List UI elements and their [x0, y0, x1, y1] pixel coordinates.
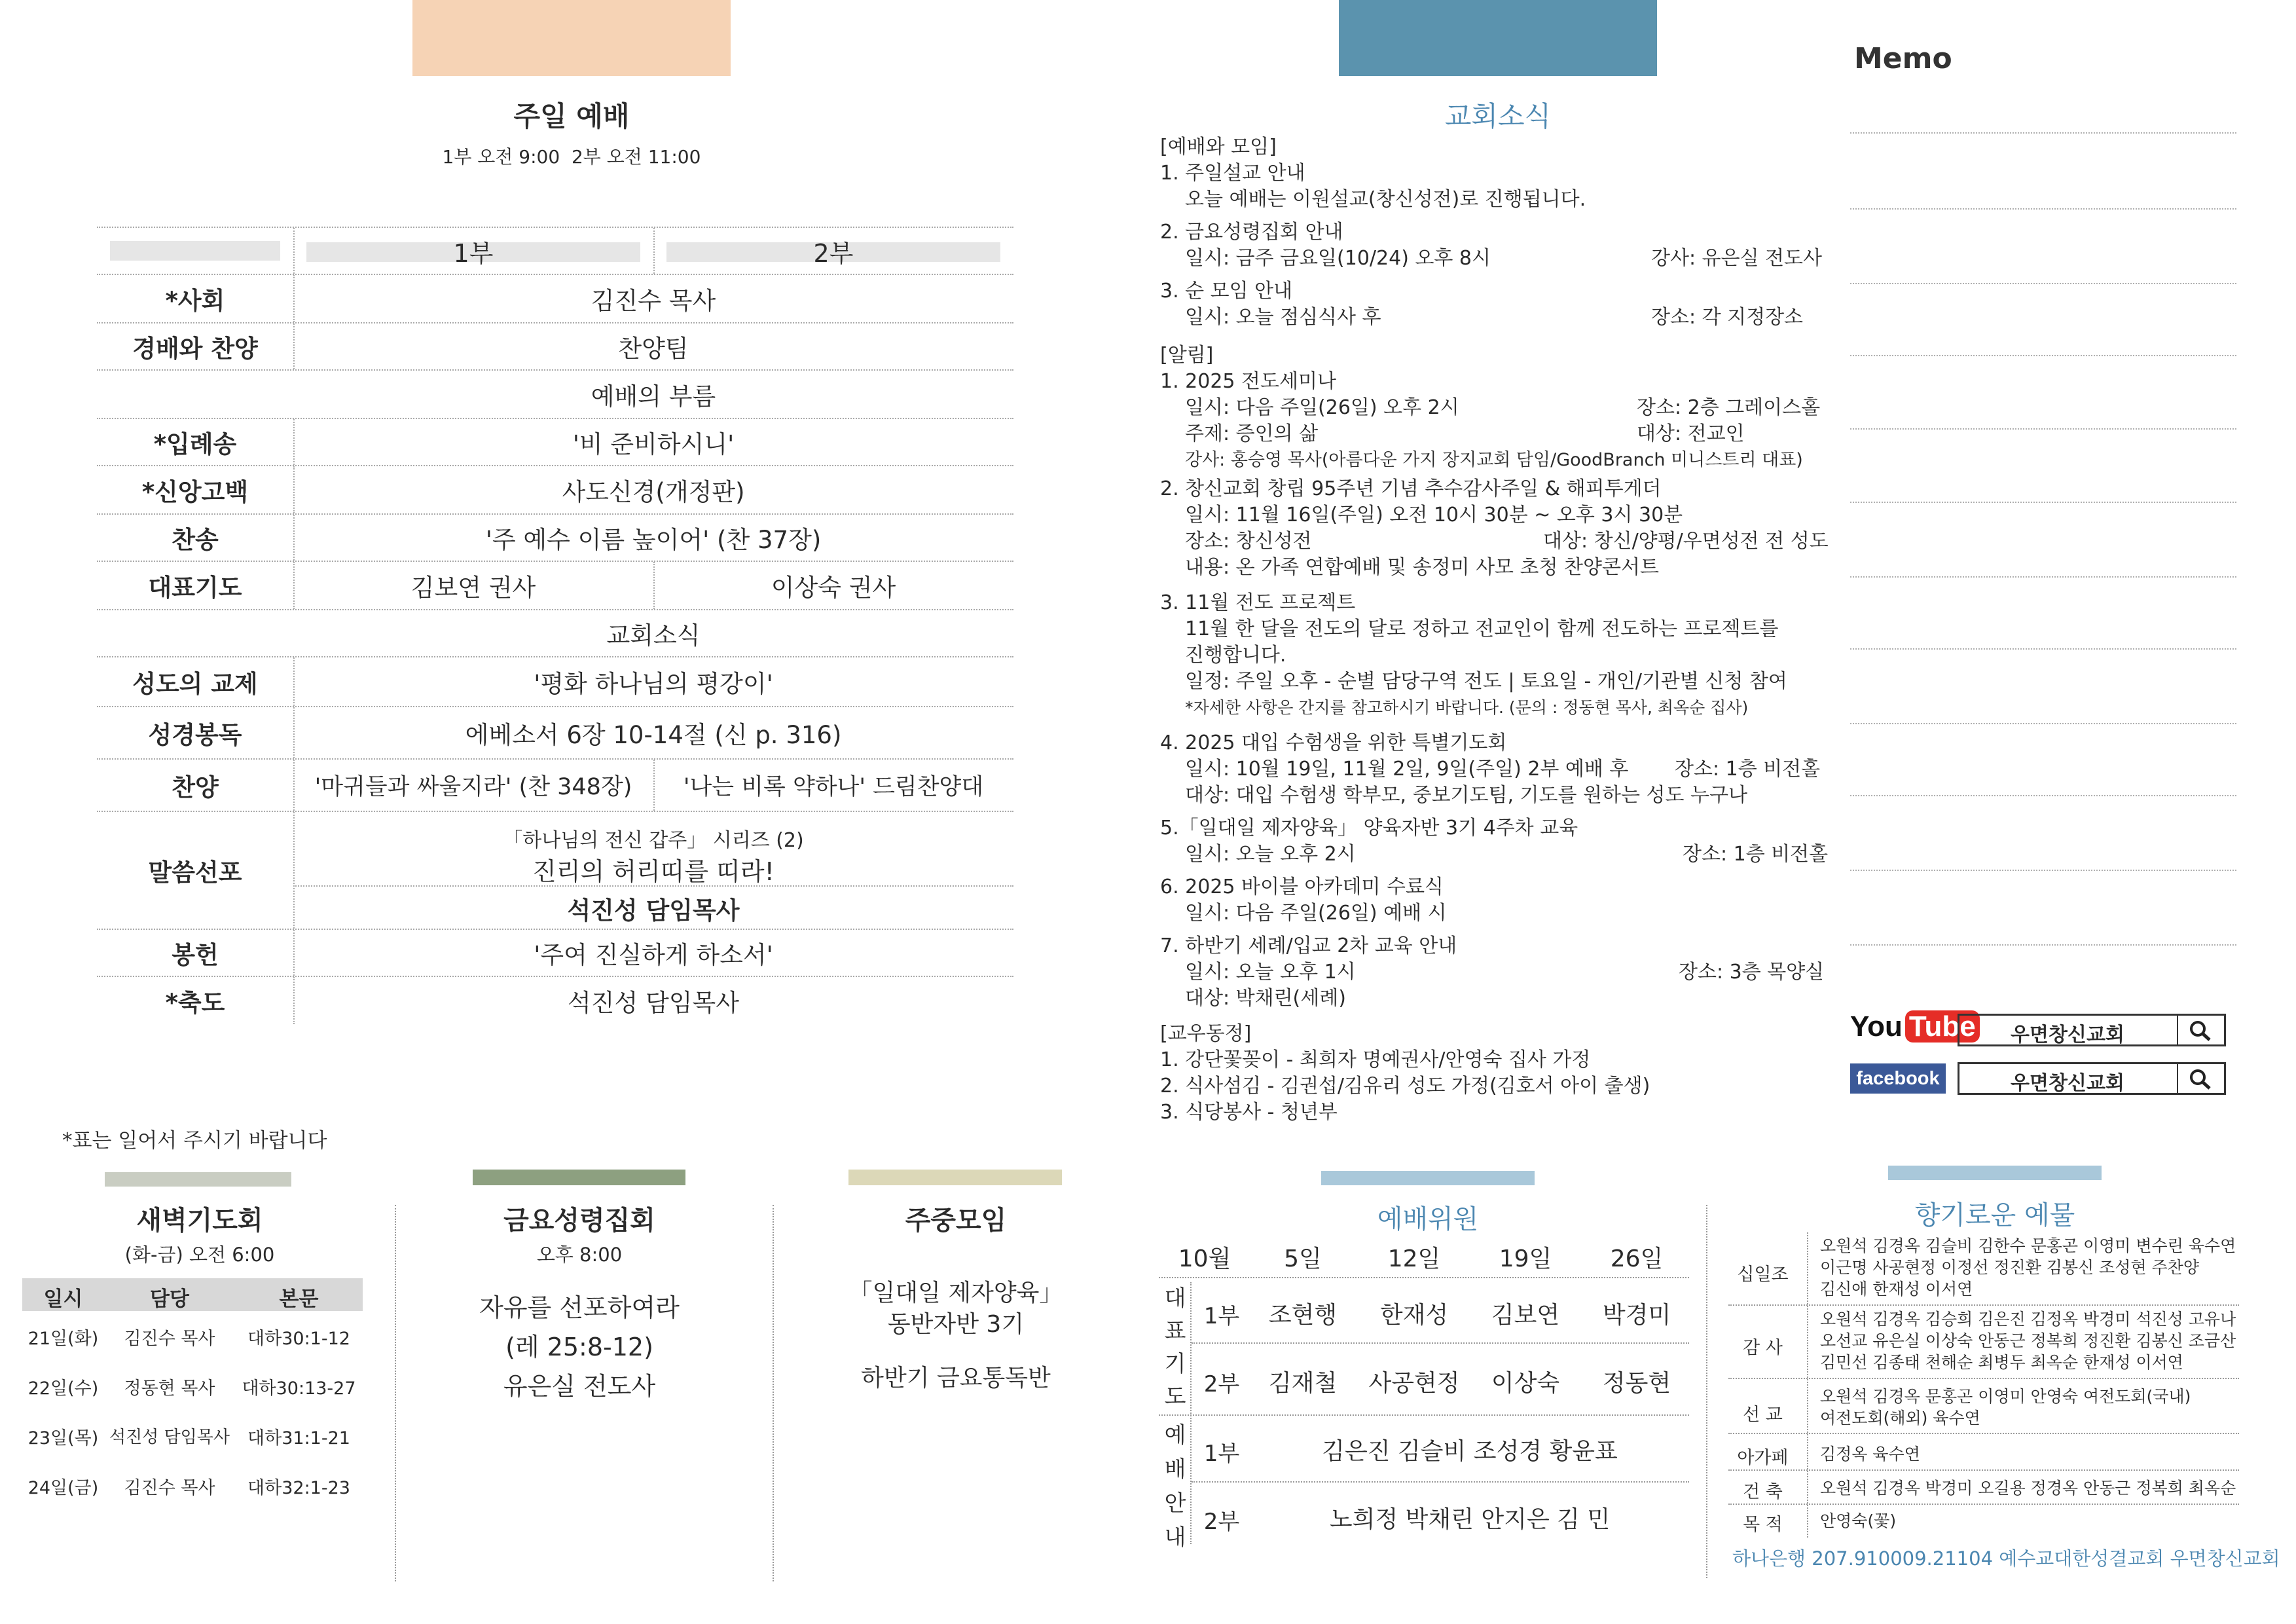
service-day: 12일	[1387, 1246, 1441, 1272]
midweek-line: 동반자반 3기	[887, 1311, 1025, 1338]
news-item-text: 장소: 2층 그레이스홀	[1637, 396, 1821, 419]
prayer-name: 김재철	[1268, 1370, 1338, 1397]
dawn-date: 23일(목)	[27, 1428, 99, 1449]
offering-names-line: 오원석 김경옥 박경미 오길용 정경옥 안동근 정복희 최옥순	[1820, 1479, 2236, 1498]
news-color-band	[1339, 0, 1657, 76]
news-item-text: 일시: 다음 주일(26일) 예배 시	[1185, 902, 1447, 925]
friday-line: (레 25:8-12)	[505, 1333, 653, 1361]
prayer-name: 박경미	[1602, 1302, 1671, 1329]
order-label: *입례송	[153, 430, 237, 458]
order-value: 사도신경(개정판)	[562, 478, 745, 506]
sermon-title: 진리의 허리띠를 띠라!	[532, 857, 774, 886]
order-value: 교회소식	[606, 621, 701, 650]
order-value: 에베소서 6장 10-14절 (신 p. 316)	[465, 721, 842, 749]
service-part2: 2부	[1203, 1509, 1240, 1535]
offering-label: 십일조	[1737, 1264, 1789, 1285]
dawn-date: 21일(화)	[27, 1329, 99, 1349]
search-icon[interactable]	[2189, 1068, 2212, 1090]
news-item-text: 장소: 1층 비전홀	[1675, 758, 1821, 781]
dawn-text: 대하30:13-27	[242, 1378, 356, 1399]
news-item-title: 3. 순 모임 안내	[1160, 280, 1293, 303]
offering-names-line: 이근명 사공현정 이정선 정진환 김봉신 조성현 주찬양	[1820, 1258, 2199, 1277]
news-item-text: 일시: 오늘 점심식사 후	[1185, 306, 1381, 329]
news-item-text: 내용: 온 가족 연합예배 및 송정미 사모 초청 찬양콘서트	[1185, 556, 1659, 579]
prayer-label-char: 표	[1164, 1318, 1186, 1344]
midweek-line: 「일대일 제자양육」	[848, 1280, 1063, 1306]
news-item-text: 장소: 1층 비전홀	[1683, 843, 1829, 866]
facebook-search-text: 우면창신교회	[2011, 1072, 2124, 1095]
order-header-part2	[653, 228, 1013, 274]
offering-names	[1820, 1510, 2239, 1532]
dawn-header-leader: 담당	[150, 1287, 189, 1311]
news-item-title: 5.「일대일 제자양육」 양육자반 3기 4주차 교육	[1160, 817, 1578, 840]
order-value: '주 예수 이름 높이어' (찬 37장)	[485, 526, 822, 554]
offering-label: 감 사	[1743, 1338, 1783, 1358]
offering-color-band	[1888, 1166, 2102, 1180]
news-item-text: 2. 식사섬김 - 김권섭/김유리 성도 가정(김호서 아이 출생)	[1160, 1075, 1650, 1098]
news-item-text: 대상: 대입 수험생 학부모, 중보기도팀, 기도를 원하는 성도 누구나	[1185, 784, 1747, 807]
news-section: [교우동정]	[1160, 1022, 1252, 1045]
order-header-part1	[293, 228, 653, 274]
friday-line: 자유를 선포하여라	[479, 1293, 680, 1322]
memo-line	[1850, 795, 2236, 796]
facebook-search-box[interactable]	[1958, 1062, 2226, 1095]
order-label: 성경봉독	[148, 721, 242, 749]
service-month: 10월	[1178, 1246, 1231, 1272]
news-item-text: 3. 식당봉사 - 청년부	[1160, 1101, 1338, 1124]
order-value: 찬양팀	[618, 335, 689, 363]
usher-names: 김은진 김슬비 조성경 황윤표	[1322, 1438, 1618, 1465]
dawn-leader: 김진수 목사	[124, 1329, 215, 1349]
memo-line	[1850, 283, 2236, 284]
news-item-text: 일시: 오늘 오후 1시	[1185, 961, 1356, 984]
order-value-part1: 김보연 권사	[410, 574, 536, 602]
prayer-name: 이상숙	[1491, 1370, 1560, 1397]
prayer-name: 정동현	[1602, 1370, 1671, 1397]
news-item-text: *자세한 사항은 간지를 참고하시기 바랍니다. (문의 : 정동현 목사, 최옥순 집사)	[1185, 698, 1749, 717]
order-label: *축도	[165, 989, 225, 1017]
memo-line	[1850, 502, 2236, 503]
offering-label: 선 교	[1743, 1405, 1783, 1425]
news-item-title: 2. 금요성령집회 안내	[1160, 221, 1343, 244]
news-item-text: 장소: 3층 목양실	[1679, 961, 1825, 984]
order-header-row	[97, 227, 1013, 275]
news-item-text: 주제: 증인의 삶	[1185, 422, 1319, 445]
news-item-text: 오늘 예배는 이원설교(창신성전)로 진행됩니다.	[1185, 188, 1586, 211]
memo-line	[1850, 355, 2236, 356]
order-value-part2: 이상숙 권사	[771, 574, 896, 602]
news-item-title: 6. 2025 바이블 아카데미 수료식	[1160, 876, 1444, 898]
memo-line	[1850, 208, 2236, 210]
divider	[395, 1205, 396, 1581]
offering-names-line: 오선교 유은실 이상숙 안동근 정복희 정진환 김봉신 조금산	[1820, 1331, 2236, 1350]
friday-time: 오후 8:00	[536, 1244, 623, 1266]
prayer-name: 한재성	[1379, 1302, 1449, 1329]
divider	[773, 1205, 774, 1581]
news-item-text: 강사: 홍승영 목사(아름다운 가지 장지교회 담임/GoodBranch 미니스트리 대표)	[1185, 450, 1803, 470]
order-row	[97, 707, 1013, 760]
sunday-title: 주일 예배	[513, 100, 630, 132]
news-item-text: 11월 한 달을 전도의 달로 정하고 전교인이 함께 전도하는 프로젝트를	[1185, 618, 1779, 640]
memo-line	[1850, 648, 2236, 650]
youtube-search-box[interactable]	[1958, 1014, 2226, 1046]
prayer-name: 사공현정	[1368, 1370, 1460, 1397]
order-value: 김진수 목사	[591, 287, 716, 315]
dawn-header-date: 일시	[43, 1287, 83, 1311]
offering-names	[1820, 1386, 2239, 1429]
youtube-logo-you: You	[1850, 1010, 1903, 1043]
facebook-logo[interactable]: facebook	[1850, 1063, 1946, 1094]
dawn-date: 22일(수)	[27, 1378, 99, 1399]
prayer-name: 김보연	[1491, 1302, 1560, 1329]
news-item-text: 일정: 주일 오후 - 순별 담당구역 전도 | 토요일 - 개인/기관별 신청 참여	[1185, 670, 1787, 693]
standing-note: *표는 일어서 주시기 바랍니다	[62, 1129, 327, 1153]
offering-names-line: 김정옥 육수연	[1820, 1445, 1920, 1464]
news-section: [예배와 모임]	[1160, 136, 1277, 158]
news-item-text: 강사: 유은실 전도사	[1651, 247, 1823, 270]
offering-label: 건 축	[1743, 1482, 1783, 1502]
order-value: '주여 진실하게 하소서'	[534, 941, 773, 969]
dawn-color-band	[105, 1172, 291, 1187]
service-part1: 1부	[1203, 1303, 1240, 1329]
youtube-logo-tube: Tube	[1905, 1010, 1980, 1043]
prayer-label-char: 기	[1164, 1351, 1186, 1377]
news-item-title: 1. 2025 전도세미나	[1160, 370, 1336, 393]
news-item-text: 대상: 박채린(세례)	[1185, 987, 1346, 1010]
news-item-text: 장소: 각 지정장소	[1651, 306, 1804, 329]
news-item-title: 3. 11월 전도 프로젝트	[1160, 591, 1356, 614]
offering-names-line: 안영숙(꽃)	[1820, 1511, 1897, 1530]
offering-names	[1820, 1443, 2239, 1465]
sermon-series: 「하나님의 전신 갑주」 시리즈 (2)	[503, 829, 804, 852]
midweek-color-band	[848, 1170, 1062, 1185]
order-header-part1-label: 1부	[453, 238, 494, 268]
order-row	[97, 562, 1013, 610]
dawn-text: 대하31:1-21	[247, 1428, 350, 1449]
usher-label	[1162, 1418, 1188, 1555]
dawn-leader: 석진성 담임목사	[109, 1428, 230, 1447]
friday-line: 유은실 전도사	[503, 1372, 656, 1401]
news-item-title: 4. 2025 대입 수험생을 위한 특별기도회	[1160, 731, 1507, 754]
prayer-name: 조현행	[1268, 1302, 1338, 1329]
news-item-text: 일시: 오늘 오후 2시	[1185, 843, 1356, 866]
prayer-label-char: 도	[1164, 1384, 1186, 1410]
order-label: *사회	[165, 287, 225, 315]
offering-names-line: 오원석 김경옥 문홍곤 이영미 안영숙 여전도회(국내)	[1820, 1387, 2191, 1406]
order-label: 찬양	[172, 773, 219, 802]
news-section: [알림]	[1160, 344, 1214, 367]
usher-label-char: 예	[1164, 1422, 1186, 1449]
midweek-title: 주중모임	[905, 1206, 1007, 1236]
order-row	[97, 419, 1013, 466]
search-icon[interactable]	[2189, 1020, 2212, 1042]
dawn-time: (화-금) 오전 6:00	[124, 1244, 275, 1266]
offering-names-line: 김민선 김종태 천해순 최병두 최옥순 한재성 이서연	[1820, 1353, 2183, 1372]
news-item-title: 1. 주일설교 안내	[1160, 162, 1305, 185]
service-part2: 2부	[1203, 1371, 1240, 1397]
order-row	[97, 371, 1013, 419]
offering-title: 향기로운 예물	[1914, 1200, 2075, 1230]
service-day: 26일	[1610, 1246, 1664, 1272]
order-row	[97, 610, 1013, 657]
memo-title: Memo	[1854, 42, 1952, 75]
order-row-sermon	[97, 812, 1013, 930]
order-row	[97, 657, 1013, 707]
order-label: 봉헌	[172, 941, 219, 969]
youtube-search-text: 우면창신교회	[2011, 1024, 2124, 1046]
news-item-text: 일시: 10월 19일, 11월 2일, 9일(주일) 2부 예배 후	[1185, 758, 1629, 781]
order-row	[97, 930, 1013, 977]
order-label: 성도의 교제	[132, 670, 258, 698]
order-row	[97, 275, 1013, 323]
offering-names-line: 오원석 김경옥 김승희 김은진 김정옥 박경미 석진성 고유나	[1820, 1310, 2236, 1329]
offering-names-line: 오원석 김경옥 김슬비 김한수 문홍곤 이영미 변수린 육수연	[1820, 1236, 2236, 1255]
usher-label-char: 안	[1164, 1490, 1186, 1517]
order-value: 예배의 부름	[591, 382, 716, 411]
friday-color-band	[473, 1170, 685, 1185]
prayer-label	[1162, 1282, 1188, 1413]
order-label: 찬송	[172, 526, 219, 554]
offering-label: 아가페	[1737, 1448, 1789, 1468]
sunday-times: 1부 오전 9:00 2부 오전 11:00	[442, 146, 701, 168]
dawn-leader: 정동현 목사	[124, 1378, 215, 1399]
offering-names	[1820, 1235, 2239, 1300]
friday-title: 금요성령집회	[503, 1206, 655, 1236]
news-item-text: 1. 강단꽃꽂이 - 최희자 명예권사/안영숙 집사 가정	[1160, 1048, 1591, 1071]
memo-line	[1850, 132, 2236, 134]
service-color-band	[1321, 1171, 1535, 1185]
usher-label-char: 내	[1164, 1524, 1186, 1551]
offering-names	[1820, 1308, 2239, 1373]
usher-names: 노희정 박채린 안지은 김 민	[1329, 1506, 1611, 1533]
dawn-leader: 김진수 목사	[124, 1478, 215, 1498]
bank-account: 하나은행 207.910009.21104 예수교대한성결교회 우면창신교회	[1732, 1547, 2280, 1570]
memo-line	[1850, 576, 2236, 578]
memo-line	[1850, 723, 2236, 724]
order-label: *신앙고백	[141, 478, 249, 506]
news-item-text: 진행합니다.	[1185, 644, 1286, 667]
order-row	[97, 466, 1013, 515]
service-title: 예배위원	[1377, 1204, 1479, 1234]
order-label: 경배와 찬양	[132, 335, 258, 363]
dawn-date: 24일(금)	[27, 1478, 99, 1498]
usher-label-char: 배	[1164, 1456, 1186, 1483]
service-day: 5일	[1284, 1246, 1322, 1272]
news-title: 교회소식	[1444, 100, 1552, 132]
sermon-preacher: 석진성 담임목사	[567, 896, 740, 925]
prayer-label-char: 대	[1164, 1285, 1186, 1312]
order-value: 석진성 담임목사	[568, 989, 739, 1017]
news-item-text: 일시: 다음 주일(26일) 오후 2시	[1185, 396, 1459, 419]
sunday-color-band	[412, 0, 731, 76]
dawn-header-text: 본문	[279, 1287, 319, 1311]
news-item-title: 2. 창신교회 창립 95주년 기념 추수감사주일 & 해피투게더	[1160, 477, 1662, 500]
offering-names-line: 여전도회(해외) 육수연	[1820, 1409, 1980, 1428]
midweek-line: 하반기 금요통독반	[861, 1365, 1051, 1392]
order-value-part2: '나는 비록 약하나' 드림찬양대	[683, 774, 984, 800]
order-row	[97, 515, 1013, 562]
order-row	[97, 760, 1013, 812]
news-item-text: 장소: 창신성전	[1185, 530, 1312, 553]
order-header-blank	[97, 228, 293, 274]
news-item-title: 7. 하반기 세례/입교 2차 교육 안내	[1160, 934, 1457, 957]
dawn-text: 대하32:1-23	[247, 1478, 350, 1498]
order-value: '비 준비하시니'	[572, 430, 735, 458]
news-item-text: 일시: 금주 금요일(10/24) 오후 8시	[1185, 247, 1491, 270]
dawn-text: 대하30:1-12	[247, 1329, 350, 1349]
offering-names	[1820, 1477, 2239, 1499]
order-row	[97, 977, 1013, 1024]
offering-names-line: 김신애 한재성 이서연	[1820, 1280, 1973, 1299]
dawn-title: 새벽기도회	[136, 1206, 263, 1236]
news-item-text: 대상: 창신/양평/우면성전 전 성도	[1543, 530, 1829, 553]
order-label: 대표기도	[148, 574, 242, 602]
service-day: 19일	[1499, 1246, 1552, 1272]
service-part1: 1부	[1203, 1441, 1240, 1467]
order-header-part2-label: 2부	[813, 238, 854, 268]
order-value: '평화 하나님의 평강이'	[534, 670, 773, 698]
order-value-part1: '마귀들과 싸울지라' (찬 348장)	[314, 774, 632, 800]
memo-line	[1850, 944, 2236, 946]
order-row	[97, 323, 1013, 371]
memo-line	[1850, 870, 2236, 871]
offering-label: 목 적	[1743, 1515, 1783, 1535]
memo-line	[1850, 428, 2236, 430]
news-item-text: 대상: 전교인	[1637, 422, 1745, 445]
news-item-text: 일시: 11월 16일(주일) 오전 10시 30분 ~ 오후 3시 30분	[1185, 504, 1683, 526]
order-label: 말씀선포	[148, 858, 242, 887]
divider	[1706, 1205, 1707, 1578]
